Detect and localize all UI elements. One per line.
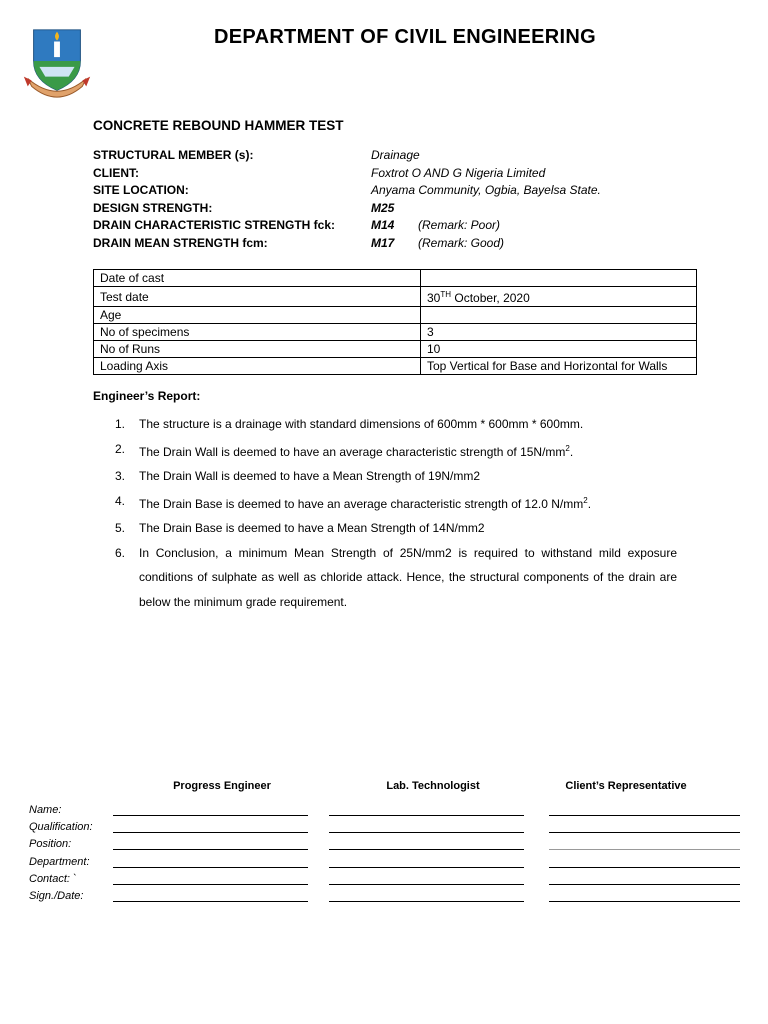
list-item-tail: .: [569, 444, 574, 459]
signature-line[interactable]: [113, 832, 308, 833]
signature-row-contact: [29, 871, 749, 888]
superscript: 2: [583, 495, 588, 505]
list-item-text: [139, 412, 677, 437]
list-item: [115, 412, 677, 437]
table-cell-value: Top Vertical for Base and Horizontal for Walls: [421, 358, 697, 375]
list-item-text: [139, 489, 677, 517]
signature-line[interactable]: [113, 815, 308, 816]
table-row: [94, 341, 697, 358]
info-value: M14: [371, 218, 395, 232]
info-row-characteristic-strength: [93, 217, 713, 235]
info-row-site-location: [93, 182, 713, 200]
info-row-design-strength: [93, 200, 713, 218]
university-crest-icon: [18, 22, 96, 100]
info-remark: (Remark: Good): [418, 235, 505, 250]
signature-line[interactable]: [329, 849, 524, 850]
list-item-number: 4.: [115, 493, 126, 508]
list-item-body: The Drain Base is deemed to have a Mean Strength of 14N/mm2: [139, 521, 485, 535]
signature-row-position: [29, 836, 749, 853]
list-item: [115, 516, 677, 541]
signature-line[interactable]: [549, 832, 740, 833]
list-item-number: 1.: [115, 417, 126, 431]
list-item: [115, 437, 677, 465]
signature-row-sign-date: [29, 888, 749, 905]
info-row-client: [93, 165, 713, 183]
superscript: 2: [565, 443, 570, 453]
table-cell-label: Loading Axis: [94, 358, 421, 375]
signature-header-progress-engineer: Progress Engineer: [173, 780, 271, 792]
table-row: [94, 324, 697, 341]
signature-label: Name:: [29, 804, 62, 816]
list-item-number: 6.: [115, 545, 126, 560]
signature-line[interactable]: [329, 867, 524, 868]
table-cell-label: No of Runs: [94, 341, 421, 358]
list-item: [115, 489, 677, 517]
signature-line[interactable]: [329, 901, 524, 902]
table-cell-label: Test date: [94, 287, 421, 307]
signature-header-client-representative: Client’s Representative: [565, 780, 687, 792]
info-value: Drainage: [371, 148, 420, 162]
signature-block: [29, 802, 749, 905]
list-item-text: [139, 516, 677, 541]
list-item-text: [139, 541, 677, 615]
signature-line[interactable]: [549, 884, 740, 885]
list-item-body: In Conclusion, a minimum Mean Strength of 25N/mm2 is required to withstand mild exposure conditions of sulphate as well as chloride attack. Hence, the structural components of the drain are below the minimum grade requirement.: [139, 545, 677, 609]
info-row-structural-member: [93, 147, 713, 165]
signature-label: Position:: [29, 838, 72, 851]
info-value: Foxtrot O AND G Nigeria Limited: [371, 165, 546, 180]
signature-row-qualification: [29, 819, 749, 836]
list-item: [115, 541, 677, 615]
test-date-month-year: October, 2020: [454, 291, 530, 305]
info-value: M25: [371, 200, 395, 215]
signature-label: Sign./Date:: [29, 889, 84, 902]
list-item-number: 2.: [115, 441, 126, 456]
report-heading: Engineer’s Report:: [93, 389, 201, 403]
signature-row-department: [29, 854, 749, 871]
table-cell-value: [421, 287, 697, 307]
list-item-body: The Drain Base is deemed to have an average characteristic strength of 12.0 N/mm: [139, 496, 584, 511]
signature-row-name: [29, 802, 749, 819]
test-title: CONCRETE REBOUND HAMMER TEST: [93, 118, 344, 133]
info-label: SITE LOCATION:: [93, 183, 189, 197]
signature-label: Department:: [29, 855, 90, 868]
signature-header-lab-technologist: Lab. Technologist: [386, 780, 480, 792]
list-item-text: [139, 464, 677, 489]
signature-line[interactable]: [329, 832, 524, 833]
page-title: DEPARTMENT OF CIVIL ENGINEERING: [214, 26, 596, 48]
info-label: DRAIN CHARACTERISTIC STRENGTH fck:: [93, 218, 336, 232]
table-row: [94, 270, 697, 287]
info-value: M17: [371, 235, 395, 250]
info-label: CLIENT:: [93, 165, 139, 180]
list-item: [115, 464, 677, 489]
list-item-number: 5.: [115, 521, 126, 535]
signature-line[interactable]: [329, 815, 524, 816]
table-cell-value: 10: [421, 341, 697, 358]
table-cell-label: Date of cast: [94, 270, 421, 287]
signature-line[interactable]: [329, 884, 524, 885]
list-item-body: The Drain Wall is deemed to have an average characteristic strength of 15N/mm: [139, 444, 566, 459]
report-list: [115, 412, 677, 614]
test-details-table: [93, 269, 697, 375]
signature-line[interactable]: [113, 884, 308, 885]
info-row-mean-strength: [93, 235, 713, 253]
list-item-number: 3.: [115, 469, 126, 483]
project-info: [93, 147, 713, 252]
info-label: DRAIN MEAN STRENGTH fcm:: [93, 235, 268, 250]
list-item-body: The structure is a drainage with standard dimensions of 600mm * 600mm * 600mm.: [139, 417, 584, 431]
signature-label: Qualification:: [29, 821, 93, 834]
table-cell-value: [421, 307, 697, 324]
table-cell-value: [421, 270, 697, 287]
info-label: STRUCTURAL MEMBER (s):: [93, 148, 254, 162]
table-row: [94, 287, 697, 307]
signature-line[interactable]: [549, 867, 740, 868]
info-value: Anyama Community, Ogbia, Bayelsa State.: [371, 183, 601, 197]
list-item-tail: .: [587, 496, 592, 511]
table-row: [94, 358, 697, 375]
test-date-suffix: TH: [440, 290, 452, 299]
table-cell-label: Age: [94, 307, 421, 324]
signature-line[interactable]: [549, 849, 740, 850]
signature-line[interactable]: [549, 901, 740, 902]
info-remark: (Remark: Poor): [418, 218, 501, 232]
table-cell-value: 3: [421, 324, 697, 341]
signature-line[interactable]: [113, 901, 308, 902]
info-label: DESIGN STRENGTH:: [93, 200, 213, 215]
signature-label: Contact: `: [29, 872, 77, 885]
table-cell-label: No of specimens: [94, 324, 421, 341]
signature-line[interactable]: [113, 867, 308, 868]
table-row: [94, 307, 697, 324]
list-item-text: [139, 437, 677, 465]
test-date-day: 30: [427, 291, 441, 305]
signature-line[interactable]: [549, 815, 740, 816]
list-item-body: The Drain Wall is deemed to have a Mean Strength of 19N/mm2: [139, 469, 481, 483]
signature-line[interactable]: [113, 849, 308, 850]
